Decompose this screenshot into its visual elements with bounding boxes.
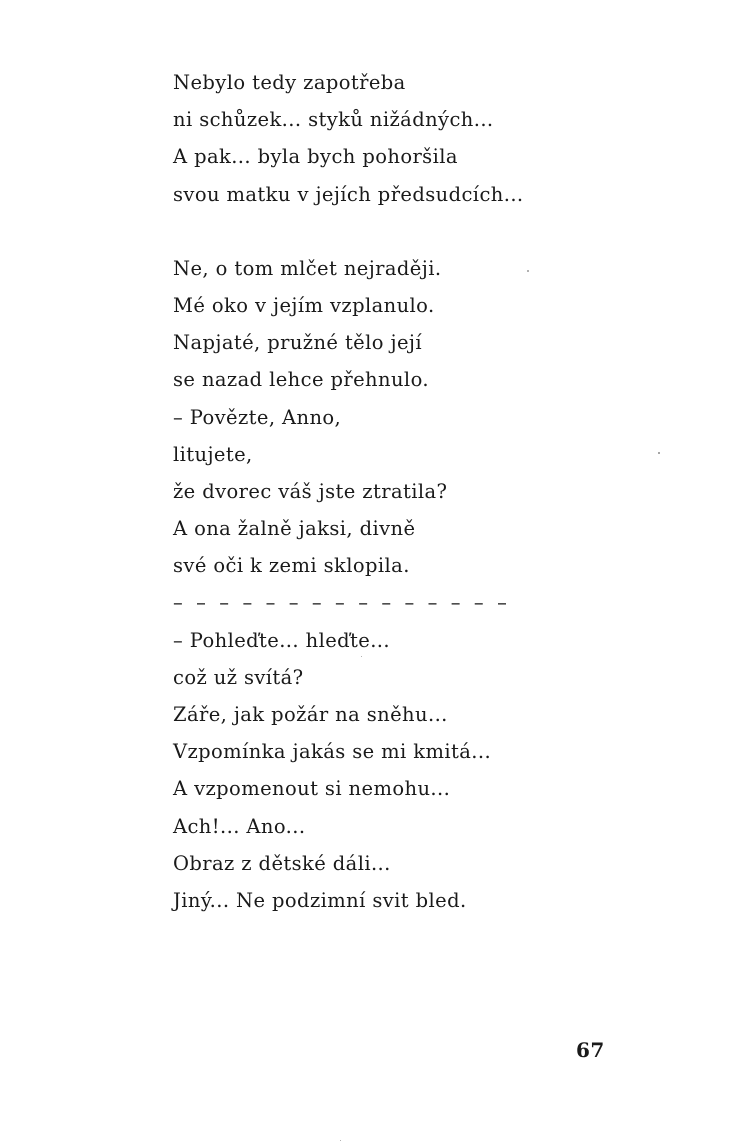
poem-line: své oči k zemi sklopila. xyxy=(173,554,410,578)
poem-line: litujete, xyxy=(173,442,253,466)
page-number: 67 xyxy=(576,1038,605,1062)
poem-line: Ne, o tom mlčet nejraději. xyxy=(173,256,442,280)
poem-line: se nazad lehce přehnulo. xyxy=(173,368,429,392)
stanza-1 xyxy=(173,64,593,213)
paper-speck xyxy=(658,452,660,454)
paper-speck xyxy=(340,1140,341,1141)
poem-line: svou matku v jejích předsudcích... xyxy=(173,182,524,206)
poem-line: A ona žalně jaksi, divně xyxy=(173,517,416,541)
poem-line: A pak... byla bych pohoršila xyxy=(173,145,458,169)
poem-line: ni schůzek... styků nižádných... xyxy=(173,108,494,132)
paper-speck xyxy=(527,270,529,272)
poem-line: Jiný... Ne podzimní svit bled. xyxy=(173,888,467,912)
poem-line: Obraz z dětské dáli... xyxy=(173,851,391,875)
poem-line: Napjaté, pružné tělo její xyxy=(173,331,422,355)
poem-line: Záře, jak požár na sněhu... xyxy=(173,703,448,726)
poem-line: Ach!... Ano... xyxy=(173,814,306,838)
poem-text xyxy=(173,64,593,919)
poem-line: Vzpomínka jakás se mi kmitá... xyxy=(173,740,492,764)
poem-line: což už svítá? xyxy=(173,665,304,689)
section-separator: – – – – – – – – – – – – – – – xyxy=(173,591,511,615)
poem-line: Mé oko v jejím vzplanulo. xyxy=(173,293,435,317)
poem-line: že dvorec váš jste ztratila? xyxy=(173,479,448,503)
stanza-2 xyxy=(173,250,593,919)
poem-line: – Pohleďte... hleďte... xyxy=(173,628,390,652)
poem-line: Nebylo tedy zapotřeba xyxy=(173,71,406,94)
poem-line: A vzpomenout si nemohu... xyxy=(173,777,451,801)
paper-speck xyxy=(361,656,362,657)
poem-line: – Povězte, Anno, xyxy=(173,405,342,429)
